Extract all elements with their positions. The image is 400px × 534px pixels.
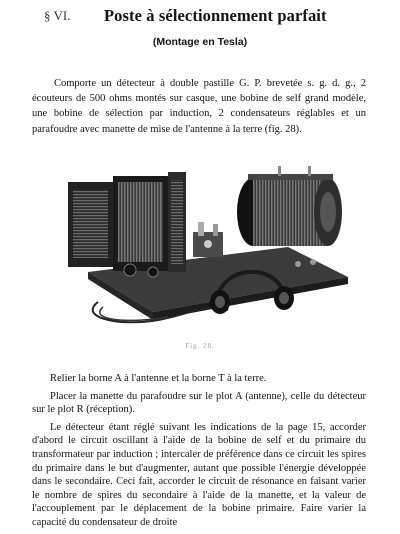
paragraph-3: Le détecteur étant réglé suivant les indications de la page 15, accorder d'abord le circuit oscillant à l'aide de la bobine de self et du primaire du transformateur par induction ; intercaler de préférence dans ce circuit les spires du primaire dans le but d'augmenter, autant que possible l'énergie développée dans le secondaire. Ceci fait, accorder le circuit de résonance en faisant varier le nombre de spires du secondaire à l'aide de la manette, et la valeur de l'accouplement par le déplacement de la bobine primaire. Faire varier la capacité du condensateur de droite xyxy=(32,421,366,528)
intro-text: Comporte un détecteur à double pastille G. P. brevetée s. g. d. g., 2 écouteurs de 500 ohms montés sur casque, une bobine de self grand modèle, une bobine de sélection par induction, 2 condensateurs réglables et un parafoudre avec manette de mise de l'antenne à la terre (fig. 28). xyxy=(32,78,366,135)
radio-receiver-photo xyxy=(58,152,348,327)
body-text xyxy=(32,372,366,534)
paragraph-1: Relier la borne A à l'antenne et la borne T à la terre. xyxy=(50,373,267,384)
knob-icon xyxy=(124,264,136,276)
page-title: Poste à sélectionnement parfait xyxy=(104,6,327,25)
page-heading xyxy=(0,6,400,26)
figure-caption: Fig. 28. xyxy=(185,342,215,350)
intro-paragraph xyxy=(32,76,366,137)
page-subtitle: (Montage en Tesla) xyxy=(152,36,248,48)
section-number: § VI. xyxy=(44,8,71,23)
paragraph-2: Placer la manette du parafoudre sur le plot A (antenne), celle du détecteur sur le plot R (réception). xyxy=(32,390,366,416)
